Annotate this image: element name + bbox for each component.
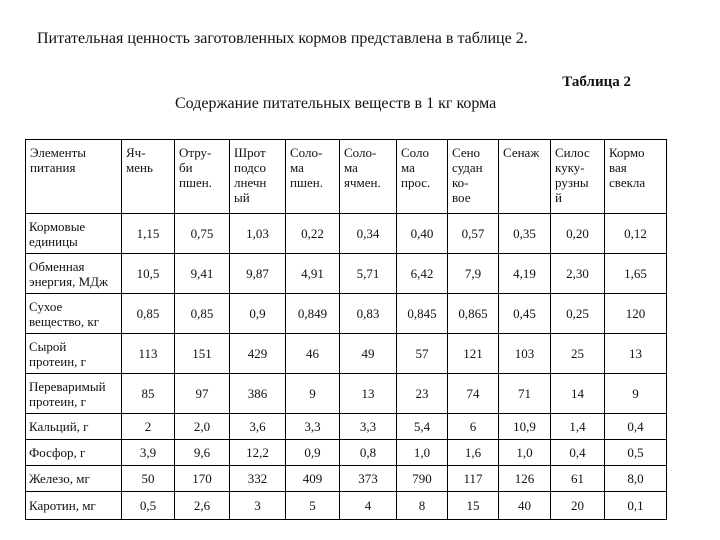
row-label: Фосфор, г [26,440,122,466]
table-cell: 1,03 [230,214,286,254]
table-cell: 0,85 [175,294,230,334]
table-cell: 0,4 [605,414,667,440]
table-cell: 1,0 [499,440,551,466]
table-cell: 5,71 [340,254,397,294]
table-cell: 373 [340,466,397,492]
table-cell: 50 [122,466,175,492]
column-header: Соло- ма ячмен. [340,140,397,214]
table-cell: 429 [230,334,286,374]
table-cell: 10,5 [122,254,175,294]
table-cell: 49 [340,334,397,374]
table-cell: 40 [499,492,551,520]
table-cell: 6 [448,414,499,440]
table-cell: 113 [122,334,175,374]
row-label: Каротин, мг [26,492,122,520]
column-header: Соло- ма пшен. [286,140,340,214]
table-cell: 0,83 [340,294,397,334]
table-cell: 25 [551,334,605,374]
table-cell: 0,1 [605,492,667,520]
column-header: Элементы питания [26,140,122,214]
table-cell: 1,65 [605,254,667,294]
table-cell: 8 [397,492,448,520]
table-cell: 121 [448,334,499,374]
table-cell: 61 [551,466,605,492]
table-cell: 0,4 [551,440,605,466]
table-cell: 332 [230,466,286,492]
table-cell: 8,0 [605,466,667,492]
table-row [26,492,667,520]
table-cell: 1,15 [122,214,175,254]
table-cell: 7,9 [448,254,499,294]
table-cell: 4,19 [499,254,551,294]
table-cell: 6,42 [397,254,448,294]
table-cell: 409 [286,466,340,492]
column-header: Яч- мень [122,140,175,214]
column-header: Сено судан ко- вое [448,140,499,214]
table-cell: 117 [448,466,499,492]
table-cell: 10,9 [499,414,551,440]
table-cell: 0,40 [397,214,448,254]
table-cell: 0,12 [605,214,667,254]
table-cell: 0,9 [286,440,340,466]
table-cell: 120 [605,294,667,334]
table-cell: 4,91 [286,254,340,294]
table-cell: 57 [397,334,448,374]
table-cell: 0,5 [122,492,175,520]
table-cell: 9,87 [230,254,286,294]
table-cell: 0,8 [340,440,397,466]
column-header: Силос куку- рузны й [551,140,605,214]
table-cell: 3 [230,492,286,520]
table-row [26,466,667,492]
table-cell: 2 [122,414,175,440]
table-cell: 20 [551,492,605,520]
table-cell: 3,3 [340,414,397,440]
table-body [26,214,667,520]
row-label: Сухое вещество, кг [26,294,122,334]
intro-text: Питательная ценность заготовленных кормов представлена в таблице 2. [37,30,528,47]
table-cell: 9 [605,374,667,414]
table-cell: 0,35 [499,214,551,254]
table-cell: 0,25 [551,294,605,334]
table-cell: 1,4 [551,414,605,440]
table-cell: 790 [397,466,448,492]
column-header: Сенаж [499,140,551,214]
row-label: Кальций, г [26,414,122,440]
column-header: Отру- би пшен. [175,140,230,214]
table-cell: 14 [551,374,605,414]
table-cell: 0,57 [448,214,499,254]
table-row [26,254,667,294]
table-cell: 4 [340,492,397,520]
table-cell: 126 [499,466,551,492]
table-cell: 9,41 [175,254,230,294]
table-cell: 2,0 [175,414,230,440]
column-header: Соло ма прос. [397,140,448,214]
table-cell: 0,22 [286,214,340,254]
table-row [26,414,667,440]
table-cell: 2,30 [551,254,605,294]
table-cell: 71 [499,374,551,414]
table-cell: 0,45 [499,294,551,334]
table-cell: 3,6 [230,414,286,440]
table-cell: 3,3 [286,414,340,440]
row-label: Обменная энергия, МДж [26,254,122,294]
table-row [26,440,667,466]
table-cell: 0,85 [122,294,175,334]
table-cell: 0,9 [230,294,286,334]
table-cell: 5,4 [397,414,448,440]
table-caption: Содержание питательных веществ в 1 кг корма [175,95,497,112]
table-cell: 386 [230,374,286,414]
table-cell: 3,9 [122,440,175,466]
table-cell: 103 [499,334,551,374]
table-cell: 15 [448,492,499,520]
table-cell: 1,0 [397,440,448,466]
table-cell: 151 [175,334,230,374]
nutrient-table [25,139,667,520]
table-cell: 0,865 [448,294,499,334]
column-header: Шрот подсо лнечн ый [230,140,286,214]
table-cell: 46 [286,334,340,374]
table-cell: 9,6 [175,440,230,466]
table-row [26,374,667,414]
column-header: Кормо вая свекла [605,140,667,214]
table-cell: 9 [286,374,340,414]
table-cell: 13 [340,374,397,414]
table-cell: 0,20 [551,214,605,254]
table-cell: 170 [175,466,230,492]
table-cell: 2,6 [175,492,230,520]
table-cell: 23 [397,374,448,414]
table-cell: 74 [448,374,499,414]
row-label: Железо, мг [26,466,122,492]
table-row [26,214,667,254]
table-row [26,334,667,374]
table-row [26,294,667,334]
table-cell: 0,845 [397,294,448,334]
table-header-row [26,140,667,214]
table-cell: 0,5 [605,440,667,466]
table-cell: 97 [175,374,230,414]
table-cell: 0,34 [340,214,397,254]
row-label: Кормовые единицы [26,214,122,254]
table-cell: 5 [286,492,340,520]
row-label: Переваримый протеин, г [26,374,122,414]
table-cell: 0,75 [175,214,230,254]
table-cell: 13 [605,334,667,374]
table-cell: 1,6 [448,440,499,466]
row-label: Сырой протеин, г [26,334,122,374]
table-cell: 85 [122,374,175,414]
table-cell: 0,849 [286,294,340,334]
table-number-label: Таблица 2 [562,74,631,90]
table-cell: 12,2 [230,440,286,466]
